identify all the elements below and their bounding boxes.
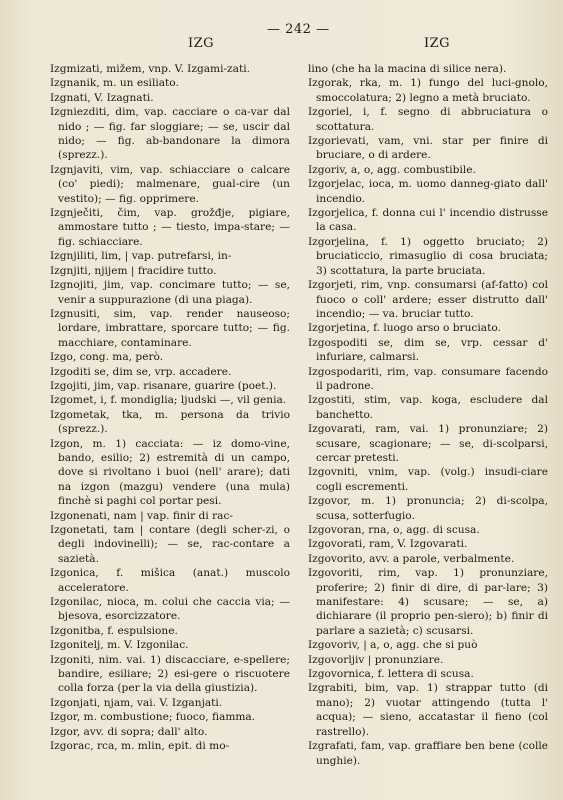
dictionary-entry: Izgmizati, mižem, vnp. V. Izgami-zati. bbox=[50, 63, 250, 75]
dictionary-entry: Izgorak, rka, m. 1) fungo del luci-gnolo, smoccolatura; 2) legno a metà bruciato. bbox=[308, 77, 548, 104]
dictionary-entry: Izgonetati, tam | contare (degli scher-zi, o degli indovinelli); — se, rac-contare a sazietà. bbox=[50, 524, 290, 565]
dictionary-entry: Izgovarati, ram, vai. 1) pronunziare; 2) scusare, scagionare; — se, di-scolparsi, cercar pretesti. bbox=[308, 423, 548, 464]
dictionary-entry: Izgonjati, njam, vai. V. Izganjati. bbox=[50, 696, 223, 709]
dictionary-entry: Izgovorito, avv. a parole, verbalmente. bbox=[308, 552, 515, 565]
dictionary-entry: Izgovoran, rna, o, agg. di scusa. bbox=[308, 524, 480, 536]
dictionary-entry: Izgnojiti, jim, vap. concimare tutto; — se, venir a suppurazione (di una piaga). bbox=[50, 279, 290, 306]
dictionary-entry: Izgovornica, f. lettera di scusa. bbox=[308, 668, 474, 681]
header-left-guideword: IZG bbox=[188, 36, 215, 51]
dictionary-entry: Izgovniti, vnim, vap. (volg.) insudi-ciare cogli escrementi. bbox=[308, 466, 548, 493]
dictionary-entry: Izgorac, rca, m. mlin, epit. di mo- bbox=[50, 740, 230, 753]
dictionary-entry: Izgovoriv, | a, o, agg. che si può bbox=[308, 639, 478, 652]
dictionary-entry: Izgovor, m. 1) pronuncia; 2) di-scolpa, scusa, sotterfugio. bbox=[308, 495, 548, 522]
dictionary-entry: Izgnusiti, sim, vap. render nauseoso; lordare, imbrattare, sporcare tutto; — fig. macchiare, contaminare. bbox=[50, 307, 290, 349]
dictionary-entry: lino (che ha la macina di silice nera). bbox=[308, 63, 507, 75]
dictionary-entry: Izgonica, f. mišica (anat.) muscolo acceleratore. bbox=[50, 567, 290, 594]
dictionary-entry: Izgorjelica, f. donna cui l' incendio distrusse la casa. bbox=[308, 207, 548, 234]
dictionary-entry: Izgrabiti, bim, vap. 1) strappar tutto (di mano); 2) vuotar attingendo (tutta l' acqua); — sieno, accatastar il fieno (col rastrello). bbox=[308, 682, 548, 738]
dictionary-entry: Izgovorljiv | pronunziare. bbox=[308, 653, 444, 666]
dictionary-entry: Izgospoditi se, dim se, vrp. cessar d' infuriare, calmarsi. bbox=[308, 336, 548, 364]
dictionary-entry: Izgnjiti, njijem | fracidire tutto. bbox=[50, 264, 217, 277]
dictionary-entry: Izgojiti, jim, vap. risanare, guarire (poet.). bbox=[50, 379, 277, 392]
dictionary-entry: Izgonitelj, m. V. Izgonilac. bbox=[50, 639, 189, 652]
dictionary-entry: Izgor, m. combustione; fuoco, fiamma. bbox=[50, 711, 256, 724]
dictionary-entry: Izgon, m. 1) cacciata: — iz domo-vine, bando, esilio; 2) estremità di un campo, dove si rivoltano i buoi (nell' arare); dati na izgon (mazgu) vendere (una mula) finchè si paghi col portar pesi. bbox=[50, 437, 290, 508]
dictionary-entry: Izgonilac, nioca, m. colui che caccia via; — bjesova, esorcizzatore. bbox=[50, 596, 290, 623]
dictionary-entry: Izgorjeti, rim, vnp. consumarsi (af-fatto) col fuoco o coll' ardere; esser distrutto dall' incendio; — va. bruciar tutto. bbox=[308, 279, 548, 320]
dictionary-entry: Izgnječiti, čim, vap. grožđje, pigiare, ammostare tutto ; — tiesto, impa-stare; — fig. schiacciare. bbox=[50, 207, 290, 248]
dictionary-entry: Izgomet, i, f. mondiglia; ljudski —, vil genia. bbox=[50, 394, 287, 407]
dictionary-entry: Izgovoriti, rim, vap. 1) pronunziare, proferire; 2) finir di dire, di par-lare; 3) manifestare: 4) scusare; — se, a) dichiarare (il proprio pen-siero); b) finir di parlare a sazietà; c) scusarsi. bbox=[308, 567, 548, 637]
dictionary-entry: Izgorjelac, ioca, m. uomo danneg-giato dall' incendio. bbox=[308, 178, 548, 205]
left-column bbox=[50, 62, 290, 754]
dictionary-entry: Izgoditi se, dim se, vrp. accadere. bbox=[50, 365, 232, 378]
dictionary-entry: Izgnjaviti, vim, vap. schiacciare o calcare (co' piedi); malmenare, gual-cire (un vestito); — fig. opprimere. bbox=[50, 163, 290, 205]
dictionary-entry: Izgnati, V. Izagnati. bbox=[50, 91, 154, 104]
right-column bbox=[308, 62, 548, 768]
page-number: — 242 — bbox=[267, 22, 330, 37]
dictionary-entry: Izgonenati, nam | vap. finir di rac- bbox=[50, 509, 233, 522]
dictionary-entry: Izgospodariti, rim, vap. consumare facendo il padrone. bbox=[308, 365, 548, 392]
dictionary-entry: Izgorjelina, f. 1) oggetto bruciato; 2) bruciaticcio, rimasuglio di cosa bruciata; 3) scottatura, la parte bruciata. bbox=[308, 235, 548, 277]
dictionary-entry: Izgnanik, m. un esiliato. bbox=[50, 77, 179, 90]
dictionary-entry: Izgometak, tka, m. persona da trivio (sprezz.). bbox=[50, 408, 290, 436]
dictionary-entry: Izgoriel, i, f. segno di abbruciatura o scottatura. bbox=[308, 106, 548, 133]
dictionary-entry: Izgrafati, fam, vap. graffiare ben bene (colle unghie). bbox=[308, 740, 548, 767]
dictionary-entry: Izgorievati, vam, vni. star per finire di bruciare, o di ardere. bbox=[308, 135, 548, 162]
dictionary-entry: Izgostiti, stim, vap. koga, escludere dal banchetto. bbox=[308, 394, 548, 421]
header-right-guideword: IZG bbox=[424, 36, 451, 51]
dictionary-entry: Izgorjetina, f. luogo arso o bruciato. bbox=[308, 322, 501, 335]
dictionary-entry: Izgoniti, nim. vai. 1) discacciare, e-spellere; bandire, esiliare; 2) esi-gere o riscuotere colla forza (per la via della giustizia). bbox=[50, 653, 290, 695]
dictionary-entry: Izgnjiliti, lim, | vap. putrefarsi, in- bbox=[50, 250, 232, 263]
dictionary-entry: Izgonitba, f. espulsione. bbox=[50, 624, 178, 637]
dictionary-entry: Izgniezditi, dim, vap. cacciare o ca-var dal nido ; — fig. far sloggiare; — se, uscir dal nido; — fig. ab-bandonare la dimora (sprezz.). bbox=[50, 106, 290, 162]
page-header bbox=[0, 22, 563, 51]
dictionary-entry: Izgo, cong. ma, però. bbox=[50, 351, 164, 364]
dictionary-entry: Izgor, avv. di sopra; dall' alto. bbox=[50, 725, 208, 738]
dictionary-entry: Izgoriv, a, o, agg. combustibile. bbox=[308, 163, 476, 176]
dictionary-entry: Izgovorati, ram, V. Izgovarati. bbox=[308, 538, 468, 551]
